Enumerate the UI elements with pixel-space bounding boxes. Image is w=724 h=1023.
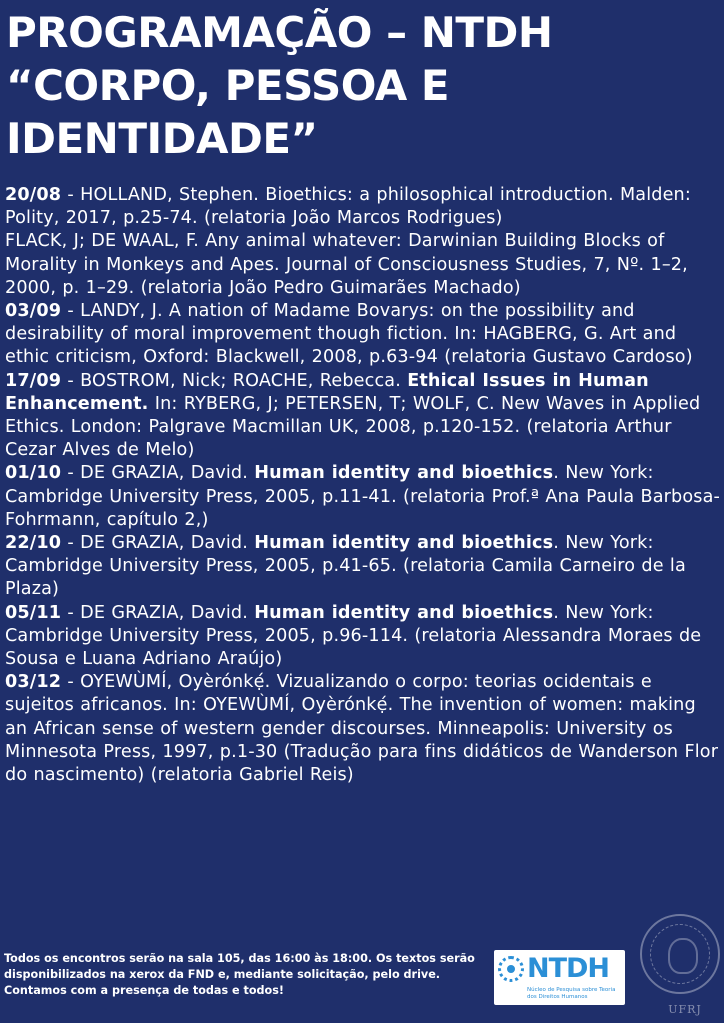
entry-title-bold: Human identity and bioethics: [254, 463, 554, 484]
entry-title-bold: Human identity and bioethics: [254, 533, 554, 554]
entry-date: 03/12: [5, 672, 62, 693]
title-line-3: IDENTIDADE”: [6, 114, 318, 163]
university-seal-icon: [640, 914, 720, 994]
schedule-entry: [5, 671, 721, 787]
entry-text-pre: - DE GRAZIA, David.: [61, 533, 255, 554]
footer-notice: [4, 951, 484, 999]
entry-date: 03/09: [5, 301, 62, 322]
entry-text: FLACK, J; DE WAAL, F. Any animal whatever: Darwinian Building Blocks of Morality in Monkeys and Apes. Journal of Consciousness Studies, 7, Nº. 1–2, 2000, p. 1–29. (relatoria João Pedro Guimarães Machado): [5, 231, 688, 298]
schedule-entry: [5, 462, 721, 532]
ntdh-logo: [494, 950, 625, 1005]
entry-text-post: . New York: Cambridge University Press, 2005, p.11-41. (relatoria Prof.ª Ana Paula Barbosa-Fohrmann, capítulo 2,): [5, 463, 721, 530]
entry-date: 17/09: [5, 370, 62, 391]
schedule-entry: [5, 184, 721, 230]
schedule-list: [5, 184, 721, 787]
entry-text-post: . New York: Cambridge University Press, 2005, p.96-114. (relatoria Alessandra Moraes de Sousa e Luana Adriano Araújo): [5, 602, 702, 670]
seal-emblem: [668, 938, 698, 974]
ntdh-logo-icon: [498, 956, 524, 982]
entry-text-pre: - DE GRAZIA, David.: [61, 602, 255, 623]
ntdh-logo-name: NTDH: [527, 953, 610, 984]
schedule-entry: [5, 532, 721, 602]
schedule-entry: [5, 300, 721, 370]
title-line-2: “CORPO, PESSOA E: [6, 61, 450, 110]
footer-invitation: Contamos com a presença de todas e todos!: [4, 984, 284, 997]
page-title: [6, 6, 721, 165]
schedule-entry: [5, 370, 721, 463]
entry-text-post: In: RYBERG, J; PETERSEN, T; WOLF, C. New Waves in Applied Ethics. London: Palgrave Macmillan UK, 2008, p.120-152. (relatoria Arthur Cezar Alves de Melo): [5, 393, 701, 461]
entry-text-pre: - BOSTROM, Nick; ROACHE, Rebecca.: [61, 370, 408, 391]
entry-text: - HOLLAND, Stephen. Bioethics: a philosophical introduction. Malden: Polity, 2017, p.25-74. (relatoria João Marcos Rodrigues): [5, 185, 691, 229]
schedule-entry: [5, 230, 721, 300]
entry-date: 22/10: [5, 533, 62, 554]
entry-title-bold: Human identity and bioethics: [254, 602, 554, 623]
entry-title-bold: Ethical Issues in Human Enhancement.: [5, 370, 649, 414]
entry-date: 01/10: [5, 463, 62, 484]
entry-text-pre: - DE GRAZIA, David.: [61, 463, 255, 484]
university-seal-text: UFRJ: [668, 1003, 702, 1016]
entry-date: 05/11: [5, 602, 62, 623]
schedule-entry: [5, 602, 721, 672]
entry-text: - OYEWÙMÍ, Oyèrónkẹ́. Vizualizando o corpo: teorias ocidentais e sujeitos africanos. In: OYEWÙMÍ, Oyèrónkẹ́. The invention of women: making an African sense of western gender discourses. Minneapolis: University os Minnesota Press, 1997, p.1-30 (Tradução para fins didáticos de Wanderson Flor do nascimento) (relatoria Gabriel Reis): [5, 672, 719, 786]
ntdh-logo-subtitle: Núcleo de Pesquisa sobre Teoria dos Direitos Humanos: [527, 987, 616, 1000]
entry-text: - LANDY, J. A nation of Madame Bovarys: on the possibility and desirability of moral improvement though fiction. In: HAGBERG, G. Art and ethic criticism, Oxford: Blackwell, 2008, p.63-94 (relatoria Gustavo Cardoso): [5, 301, 693, 368]
entry-date: 20/08: [5, 185, 62, 205]
footer-info: Todos os encontros serão na sala 105, das 16:00 às 18:00. Os textos serão disponibilizados na xerox da FND e, mediante solicitação, pelo drive.: [4, 952, 475, 981]
title-line-1: PROGRAMAÇÃO – NTDH: [6, 8, 553, 57]
entry-text-post: . New York: Cambridge University Press, 2005, p.41-65. (relatoria Camila Carneiro de la Plaza): [5, 533, 686, 600]
